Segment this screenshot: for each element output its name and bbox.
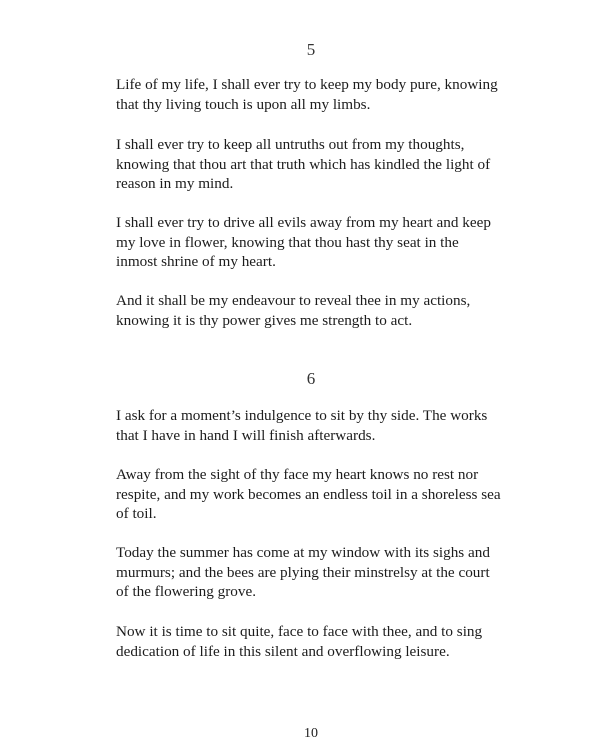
page-number: 10	[304, 726, 318, 741]
paragraph: And it shall be my endeavour to reveal thee in my actions, knowing it is thy power gives me strength to act.	[116, 292, 471, 329]
paragraph: I shall ever try to keep all untruths out from my thoughts, knowing that thou art that truth which has kindled the light of reason in my mind.	[116, 136, 491, 192]
section-number: 5	[306, 40, 316, 59]
paragraph: Life of my life, I shall ever try to keep my body pure, knowing that thy living touch is upon all my limbs.	[116, 76, 498, 113]
paragraph: I shall ever try to drive all evils away from my heart and keep my love in flower, knowing that thou hast thy seat in the inmost shrine of my heart.	[116, 214, 491, 270]
paragraph: Away from the sight of thy face my heart knows no rest nor respite, and my work becomes an endless toil in a shoreless sea of toil.	[116, 466, 501, 522]
paragraph: Today the summer has come at my window with its sighs and murmurs; and the bees are plying their minstrelsy at the court of the flowering grove.	[116, 544, 490, 600]
paragraph: I ask for a moment’s indulgence to sit by thy side. The works that I have in hand I will finish afterwards.	[116, 407, 488, 444]
paragraph: Now it is time to sit quite, face to face with thee, and to sing dedication of life in this silent and overflowing leisure.	[116, 623, 483, 660]
section-number: 6	[306, 369, 316, 388]
